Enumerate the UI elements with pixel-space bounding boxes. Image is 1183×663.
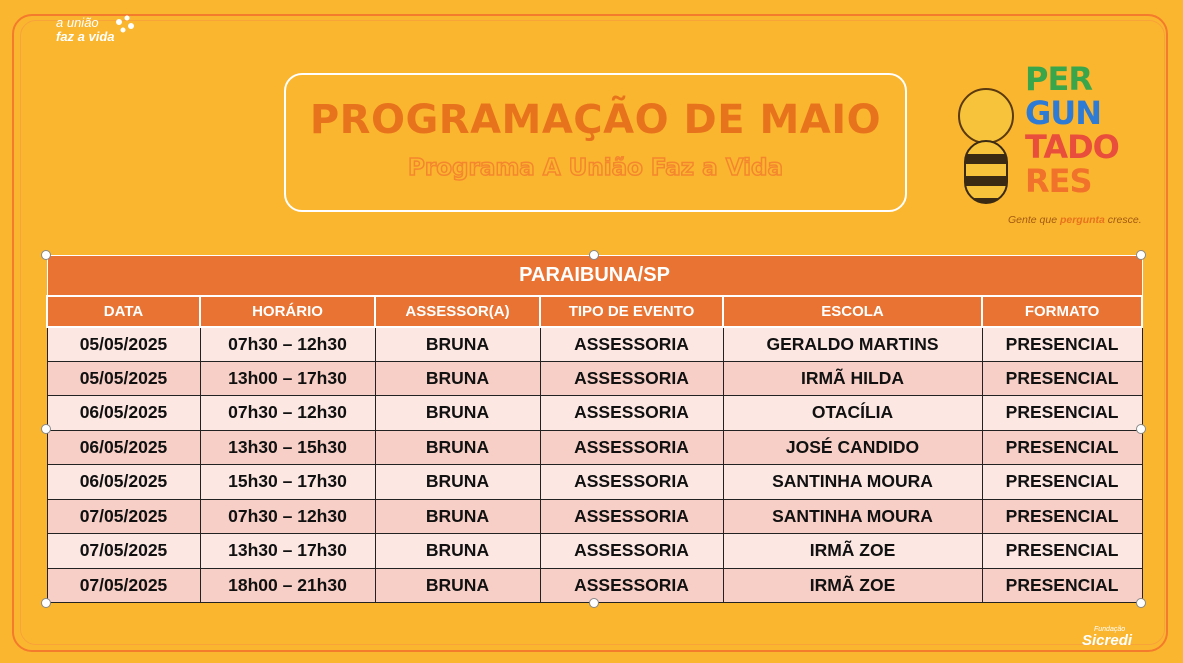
table-cell: 06/05/2025 <box>47 396 200 431</box>
table-cell: BRUNA <box>375 534 540 569</box>
table-row <box>47 534 1142 569</box>
table-cell: OTACÍLIA <box>723 396 982 431</box>
table-cell: BRUNA <box>375 499 540 534</box>
title-box <box>284 73 907 212</box>
bee-mascot-icon <box>958 88 1014 144</box>
fundacao-sicredi-logo: Fundação Sicredi <box>1082 626 1133 649</box>
schedule-table <box>46 255 1143 603</box>
resize-handle[interactable] <box>41 598 51 608</box>
table-cell: ASSESSORIA <box>540 465 723 500</box>
table-title: PARAIBUNA/SP <box>47 256 1142 296</box>
column-header: FORMATO <box>982 296 1142 327</box>
table-cell: 13h00 – 17h30 <box>200 361 375 396</box>
column-header: ESCOLA <box>723 296 982 327</box>
table-cell: 15h30 – 17h30 <box>200 465 375 500</box>
table-cell: 07h30 – 12h30 <box>200 396 375 431</box>
table-cell: BRUNA <box>375 568 540 603</box>
table-row <box>47 430 1142 465</box>
resize-handle[interactable] <box>41 424 51 434</box>
table-cell: BRUNA <box>375 327 540 362</box>
table-cell: GERALDO MARTINS <box>723 327 982 362</box>
table-cell: ASSESSORIA <box>540 534 723 569</box>
column-header: HORÁRIO <box>200 296 375 327</box>
bee-flower-icon <box>113 14 137 38</box>
table-cell: 13h30 – 15h30 <box>200 430 375 465</box>
table-cell: BRUNA <box>375 465 540 500</box>
table-cell: JOSÉ CANDIDO <box>723 430 982 465</box>
table-header-row <box>47 296 1142 327</box>
uniao-faz-a-vida-logo: a união faz a vida <box>56 15 115 44</box>
table-cell: 18h00 – 21h30 <box>200 568 375 603</box>
table-cell: BRUNA <box>375 430 540 465</box>
table-cell: 07h30 – 12h30 <box>200 327 375 362</box>
resize-handle[interactable] <box>589 250 599 260</box>
table-row <box>47 499 1142 534</box>
table-cell: PRESENCIAL <box>982 361 1142 396</box>
table-cell: IRMÃ ZOE <box>723 534 982 569</box>
table-cell: ASSESSORIA <box>540 430 723 465</box>
table-cell: PRESENCIAL <box>982 568 1142 603</box>
resize-handle[interactable] <box>1136 424 1146 434</box>
table-cell: ASSESSORIA <box>540 327 723 362</box>
table-cell: IRMÃ ZOE <box>723 568 982 603</box>
resize-handle[interactable] <box>1136 598 1146 608</box>
table-cell: ASSESSORIA <box>540 396 723 431</box>
table-cell: 07/05/2025 <box>47 499 200 534</box>
table-cell: 05/05/2025 <box>47 361 200 396</box>
table-cell: 06/05/2025 <box>47 465 200 500</box>
table-cell: 06/05/2025 <box>47 430 200 465</box>
table-cell: PRESENCIAL <box>982 430 1142 465</box>
column-header: TIPO DE EVENTO <box>540 296 723 327</box>
table-cell: BRUNA <box>375 396 540 431</box>
table-cell: 07/05/2025 <box>47 568 200 603</box>
table-cell: SANTINHA MOURA <box>723 465 982 500</box>
table-cell: SANTINHA MOURA <box>723 499 982 534</box>
table-row <box>47 465 1142 500</box>
perguntadores-wordmark: PER GUN TADO RES <box>1025 60 1119 200</box>
table-cell: PRESENCIAL <box>982 465 1142 500</box>
table-row <box>47 361 1142 396</box>
table-cell: 13h30 – 17h30 <box>200 534 375 569</box>
table-cell: BRUNA <box>375 361 540 396</box>
table-cell: ASSESSORIA <box>540 499 723 534</box>
table-cell: IRMÃ HILDA <box>723 361 982 396</box>
column-header: ASSESSOR(A) <box>375 296 540 327</box>
table-cell: ASSESSORIA <box>540 361 723 396</box>
resize-handle[interactable] <box>41 250 51 260</box>
resize-handle[interactable] <box>1136 250 1146 260</box>
table-row <box>47 327 1142 362</box>
table-cell: 07/05/2025 <box>47 534 200 569</box>
resize-handle[interactable] <box>589 598 599 608</box>
brand-tagline: Gente que pergunta cresce. <box>1008 214 1142 226</box>
table-cell: PRESENCIAL <box>982 327 1142 362</box>
schedule-table-container[interactable] <box>46 255 1141 603</box>
table-row <box>47 396 1142 431</box>
bee-body-icon <box>964 140 1008 204</box>
table-cell: PRESENCIAL <box>982 396 1142 431</box>
table-cell: ASSESSORIA <box>540 568 723 603</box>
table-cell: PRESENCIAL <box>982 534 1142 569</box>
table-cell: PRESENCIAL <box>982 499 1142 534</box>
column-header: DATA <box>47 296 200 327</box>
page-subtitle: Programa A União Faz a Vida <box>408 155 783 181</box>
table-cell: 05/05/2025 <box>47 327 200 362</box>
page-title: PROGRAMAÇÃO DE MAIO <box>309 97 882 143</box>
table-cell: 07h30 – 12h30 <box>200 499 375 534</box>
